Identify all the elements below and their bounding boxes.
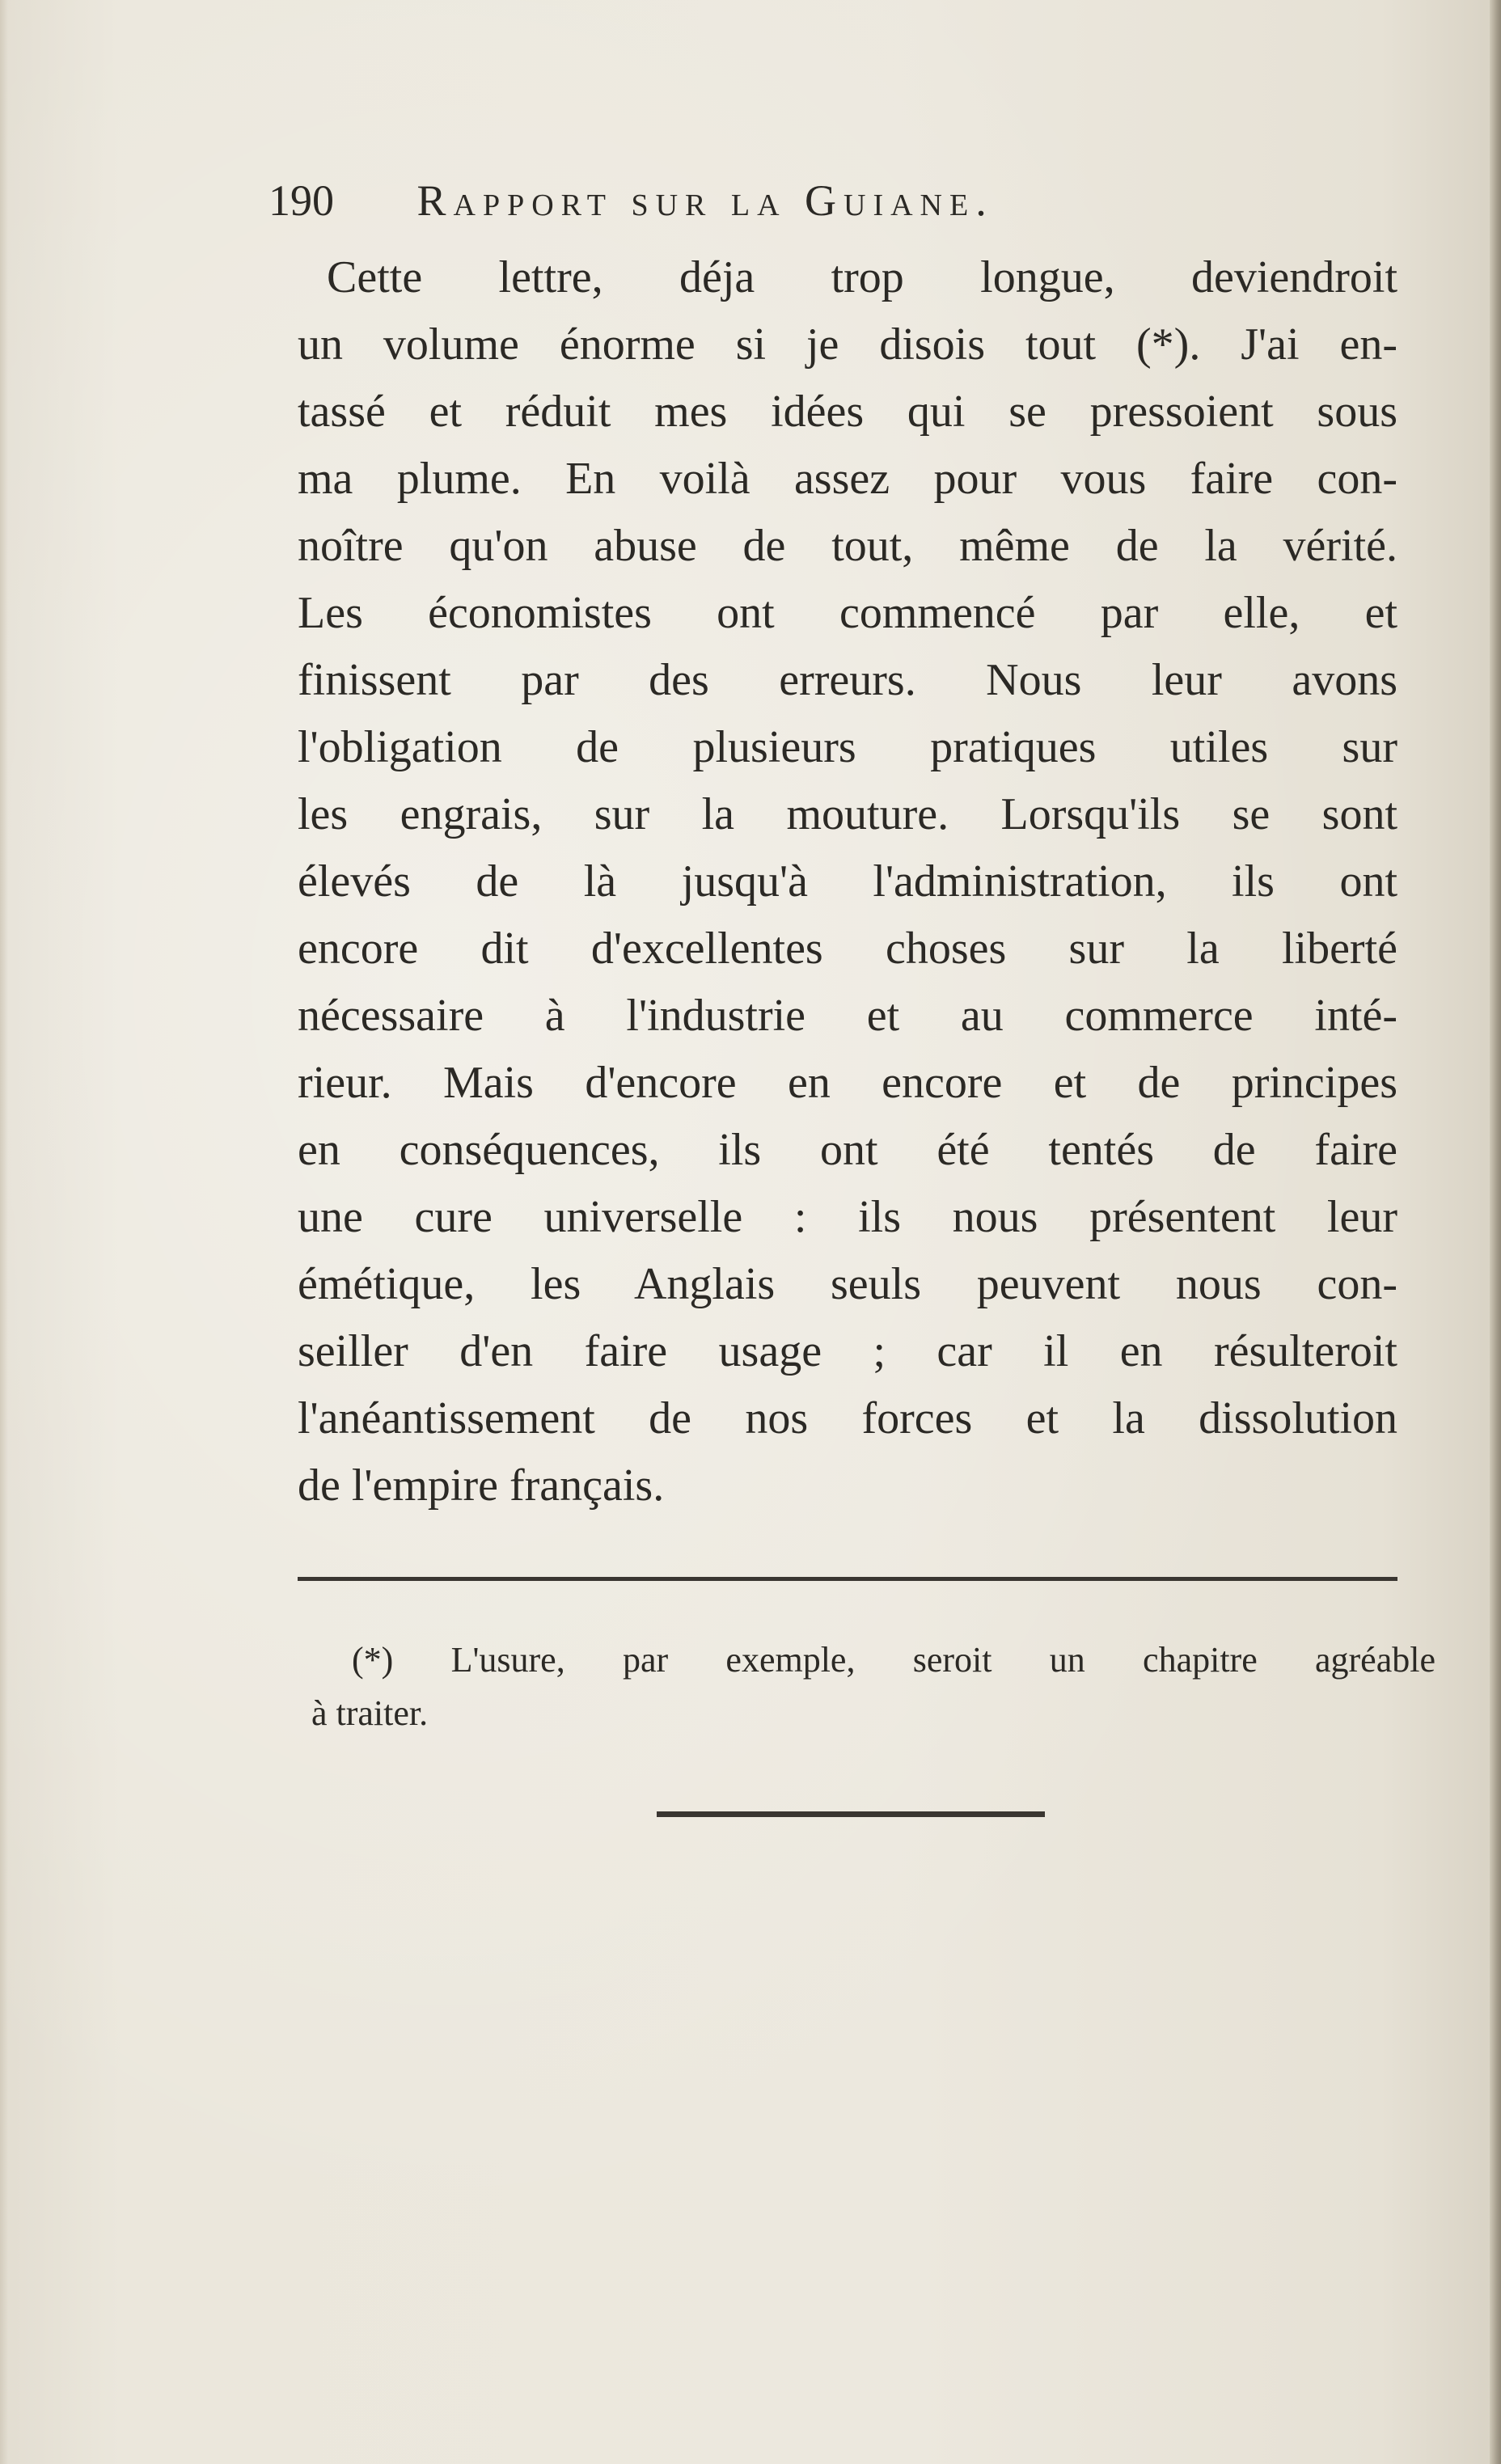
- body-line: Les économistes ont commencé par elle, et: [298, 588, 1397, 638]
- body-line: tassé et réduit mes idées qui se pressoient sous: [298, 387, 1397, 437]
- running-header: [268, 168, 1239, 233]
- body-line: seiller d'en faire usage ; car il en résulteroit: [298, 1326, 1397, 1376]
- footnote: [311, 1634, 1435, 1740]
- page-number: 190: [268, 176, 334, 225]
- body-line: émétique, les Anglais seuls peuvent nous con-: [298, 1259, 1397, 1309]
- footnote-separator-rule: [298, 1577, 1397, 1581]
- body-line: nécessaire à l'industrie et au commerce inté-: [298, 991, 1397, 1041]
- body-line: en conséquences, ils ont été tentés de faire: [298, 1125, 1397, 1175]
- page-left-edge-shadow: [0, 0, 8, 2464]
- book-spine-shadow: [1490, 0, 1501, 2464]
- body-line: ma plume. En voilà assez pour vous faire con-: [298, 454, 1397, 504]
- body-line: rieur. Mais d'encore en encore et de principes: [298, 1058, 1397, 1108]
- body-line: l'anéantissement de nos forces et la dissolution: [298, 1393, 1397, 1443]
- body-line: noître qu'on abuse de tout, même de la vérité.: [298, 521, 1397, 571]
- body-line: encore dit d'excellentes choses sur la liberté: [298, 923, 1397, 974]
- body-line: une cure universelle : ils nous présentent leur: [298, 1192, 1397, 1242]
- end-ornament-rule: [657, 1811, 1045, 1817]
- body-line: un volume énorme si je disois tout (*). J'ai en-: [298, 319, 1397, 370]
- body-line: finissent par des erreurs. Nous leur avons: [298, 655, 1397, 705]
- footnote-line: (*) L'usure, par exemple, seroit un chapitre agréable: [352, 1640, 1435, 1680]
- body-line: l'obligation de plusieurs pratiques utiles sur: [298, 722, 1397, 772]
- body-line: Cette lettre, déja trop longue, deviendroit: [327, 252, 1397, 302]
- body-line: de l'empire français.: [298, 1460, 665, 1511]
- body-paragraph: [298, 244, 1397, 1519]
- body-line: élevés de là jusqu'à l'administration, ils ont: [298, 856, 1397, 907]
- body-line: les engrais, sur la mouture. Lorsqu'ils se sont: [298, 789, 1397, 839]
- footnote-line: à traiter.: [311, 1693, 429, 1733]
- running-title: Rapport sur la Guiane.: [416, 176, 994, 225]
